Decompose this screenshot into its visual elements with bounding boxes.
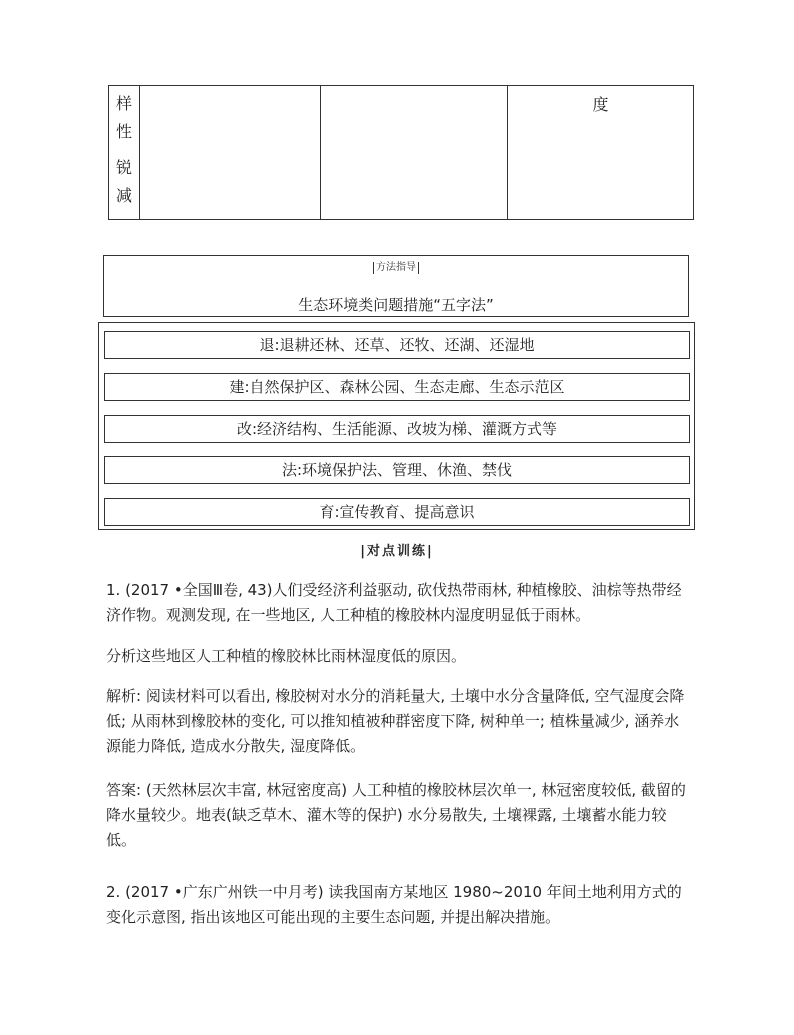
q1-analysis: 解析: 阅读材料可以看出, 橡胶树对水分的消耗量大, 土壤中水分含量降低, 空气湿度会降低; 从雨林到橡胶林的变化, 可以推知植被种群密度下降, 树种单一; 植株量减少, 涵养水源能力降低, 造成水分散失, 湿度降低。	[106, 687, 685, 755]
method-guide-box	[103, 255, 689, 317]
q1-answer: 答案: (天然林层次丰富, 林冠密度高) 人工种植的橡胶林层次单一, 林冠密度较低, 截留的降水量较少。地表(缺乏草木、灌木等的保护) 水分易散失, 土壤裸露, 土壤蓄水能力较低。	[106, 781, 686, 849]
five-char-method-frame	[98, 322, 695, 530]
method-title: 生态环境类问题措施“五字法”	[298, 296, 494, 314]
q1-question: 分析这些地区人工种植的橡胶林比雨林湿度低的原因。	[106, 647, 467, 665]
five-item-gai: 改:经济结构、生活能源、改坡为梯、灌溉方式等	[104, 415, 690, 443]
five-item-tui: 退:退耕还林、还草、还牧、还湖、还湿地	[104, 331, 690, 359]
cell-char: 性	[115, 122, 132, 141]
table-cell	[140, 86, 321, 220]
cell-char: 锐	[115, 158, 132, 177]
training-tag: |对点训练|	[360, 544, 434, 559]
five-item-fa: 法:环境保护法、管理、休渔、禁伐	[104, 456, 690, 484]
q1-stem: 1. (2017 •全国Ⅲ卷, 43)人们受经济利益驱动, 砍伐热带雨林, 种植橡胶、油棕等热带经济作物。观测发现, 在一些地区, 人工种植的橡胶林内湿度明显低于雨林。	[106, 581, 682, 624]
table-cell	[321, 86, 508, 220]
table-cell	[508, 86, 694, 220]
cell-char: 样	[115, 94, 132, 113]
q2-stem: 2. (2017 •广东广州铁一中月考) 读我国南方某地区 1980~2010 年间土地利用方式的变化示意图, 指出该地区可能出现的主要生态问题, 并提出解决措施。	[106, 883, 682, 926]
method-tag-label: 方法指导	[373, 262, 419, 274]
cell-char: 减	[115, 186, 132, 205]
cell-text: 度	[592, 95, 609, 114]
top-table	[108, 85, 694, 220]
method-tag	[104, 262, 688, 274]
five-item-yu: 育:宣传教育、提高意识	[104, 498, 690, 526]
table-cell-label	[109, 86, 140, 220]
five-item-jian: 建:自然保护区、森林公园、生态走廊、生态示范区	[104, 373, 690, 401]
